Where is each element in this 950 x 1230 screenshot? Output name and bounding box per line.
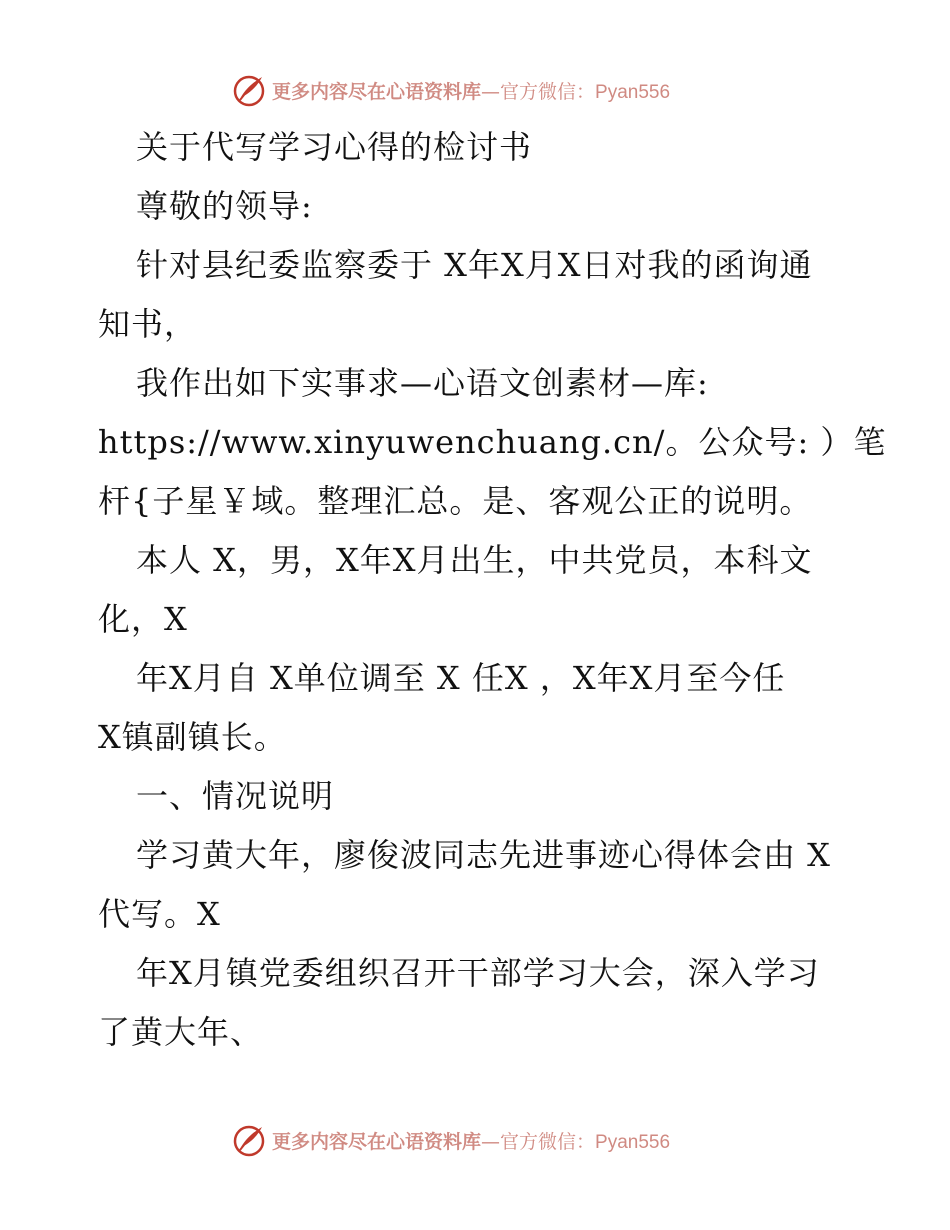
header-watermark <box>232 70 752 110</box>
footer-watermark <box>232 1120 752 1160</box>
watermark-text <box>272 1127 670 1154</box>
paragraph-line: 化，X <box>98 600 188 638</box>
paragraph-line: 年X月自 X单位调至 X 任X ，X年X月至今任 <box>136 659 786 697</box>
paragraph-line: 我作出如下实事求—心语文创素材—库: <box>136 364 709 402</box>
watermark-official-label: 官方微信： <box>500 1130 596 1153</box>
paragraph-line: 杆{子星￥域。整理汇总。是、客观公正的说明。 <box>98 482 813 520</box>
paragraph-line: https://www.xinyuwenchuang.cn/。公众号: ）笔 <box>98 423 887 461</box>
section-heading: 一、情况说明 <box>136 777 335 815</box>
paragraph-line: 针对县纪委监察委于 X年X月X日对我的函询通 <box>136 246 813 284</box>
watermark-brand: 更多内容尽在心语资料库 <box>272 1130 482 1153</box>
watermark-wechat-id: Pyan556 <box>595 81 671 103</box>
paragraph-line: X镇副镇长。 <box>98 718 287 756</box>
quill-pen-logo-icon <box>232 1123 266 1157</box>
watermark-separator: — <box>481 80 501 103</box>
paragraph-line: 年X月镇党委组织召开干部学习大会，深入学习 <box>136 954 820 992</box>
paragraph-line: 知书， <box>98 305 198 343</box>
paragraph-line: 本人 X，男，X年X月出生，中共党员，本科文 <box>136 541 813 579</box>
watermark-wechat-id: Pyan556 <box>595 1131 671 1153</box>
watermark-brand: 更多内容尽在心语资料库 <box>272 80 482 103</box>
paragraph-line: 代写。X <box>98 895 221 933</box>
watermark-text <box>272 77 670 104</box>
watermark-official-label: 官方微信： <box>500 80 596 103</box>
salutation: 尊敬的领导: <box>136 187 313 225</box>
quill-pen-logo-icon <box>232 73 266 107</box>
watermark-separator: — <box>481 1130 501 1153</box>
document-title: 关于代写学习心得的检讨书 <box>136 128 533 166</box>
paragraph-line: 学习黄大年，廖俊波同志先进事迹心得体会由 X <box>136 836 831 874</box>
paragraph-line: 了黄大年、 <box>98 1013 264 1051</box>
document-body <box>98 118 887 1062</box>
